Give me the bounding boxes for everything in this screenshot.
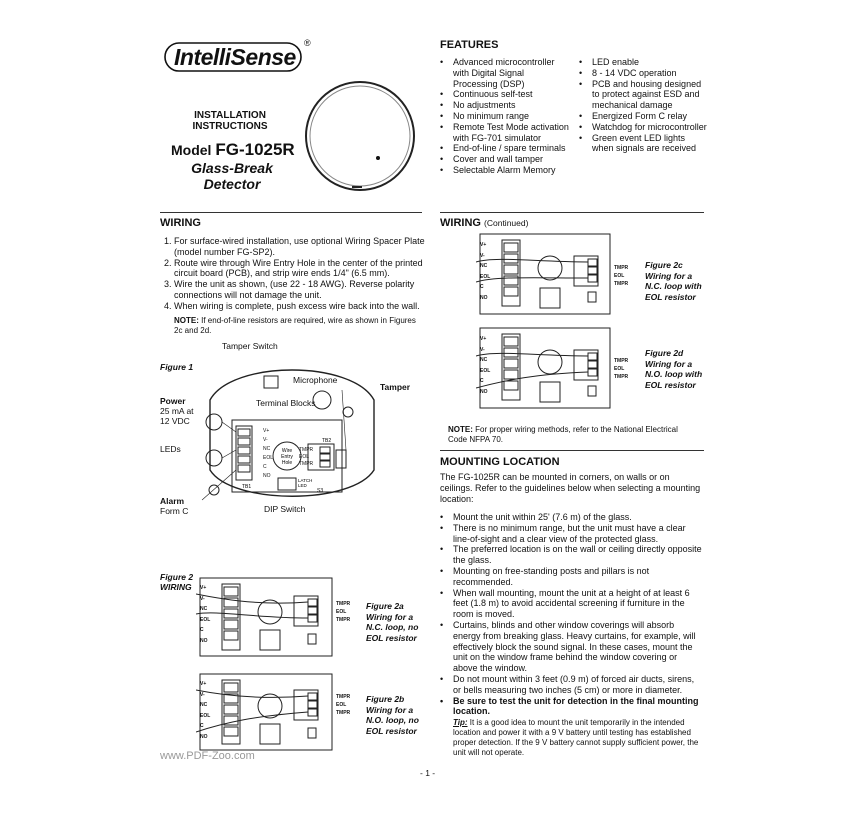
feature-item: • End-of-line / spare terminals: [440, 143, 570, 154]
feature-item: • No minimum range: [440, 111, 570, 122]
mounting-item: • Curtains, blinds and other window coverings will absorb energy from breaking glass. Heavy curtains, for example, will effectively block the sound signal. In these cases, mount the unit on the window frame behind the window covering or above the window.: [440, 620, 702, 674]
wiring-continued-note: NOTE: For proper wiring methods, refer to the National Electrical Code NFPA 70.: [448, 425, 678, 444]
led-shape: [206, 450, 222, 466]
product-name: Glass-Break Detector: [191, 160, 273, 192]
mounting-item: • Do not mount within 3 feet (0.9 m) of forced air ducts, sirens, or bells measuring two inches (5 cm) or more in diameter.: [440, 674, 702, 696]
figure1-power-label: Power 25 mA at 12 VDC: [160, 396, 194, 426]
mounting-item-final: • Be sure to test the unit for detection in the final mounting location.: [440, 696, 702, 718]
features-list-col1: [440, 57, 570, 176]
mounting-item: • The preferred location is on the wall or ceiling directly opposite the glass.: [440, 544, 702, 566]
tb1-label: TB1: [242, 484, 252, 490]
registered-mark: ®: [304, 38, 311, 48]
figure1-terminal-right-labels: TMPR EOL TMPR: [299, 447, 314, 467]
wiring-continued-heading: WIRING (Continued): [440, 217, 529, 229]
figure2a-caption: Figure 2a Wiring for a N.C. loop, no EOL resistor: [366, 601, 419, 643]
wiring-steps: [160, 236, 436, 312]
feature-item: • Continuous self-test: [440, 89, 570, 100]
figure1-diagram: [192, 350, 392, 510]
figure2a-diagram: [196, 576, 336, 658]
feature-item: • Advanced microcontroller with Digital Signal Processing (DSP): [440, 57, 570, 89]
figure1-tamper-label: Tamper: [380, 382, 411, 392]
wiring-note: NOTE: If end-of-line resistors are required, wire as shown in Figures 2c and 2d.: [174, 316, 416, 335]
mounting-item: • When wall mounting, mount the unit at a height of at least 6 feet (1.8 m) to avoid accidental screening if furniture in the room is moved.: [440, 588, 702, 620]
wiring-step: 4. When wiring is complete, push excess wire back into the wall.: [174, 301, 436, 312]
feature-item: • Watchdog for microcontroller: [579, 122, 709, 133]
feature-item: • PCB and housing designed to protect against ESD and mechanical damage: [579, 79, 709, 111]
tamper-switch-shape: [264, 376, 278, 388]
feature-item: • Energized Form C relay: [579, 111, 709, 122]
watermark: www.PDF-Zoo.com: [160, 750, 255, 762]
feature-item: • No adjustments: [440, 100, 570, 111]
installation-instructions-heading: INSTALLATION INSTRUCTIONS: [192, 110, 268, 132]
figure1-alarm-label: Alarm Form C: [160, 496, 189, 516]
mounting-item: • Mounting on free-standing posts and pillars is not recommended.: [440, 566, 702, 588]
divider-mounting: [440, 450, 704, 451]
svg-text:S3: S3: [317, 488, 324, 494]
model-line: Model FG-1025R: [171, 140, 295, 159]
feature-item: • LED enable: [579, 57, 709, 68]
figure2a-terminal-labels: V+ V- NC EOL C NO: [200, 585, 211, 644]
features-list-col2: [579, 57, 709, 154]
wiring-heading: WIRING: [160, 217, 201, 229]
svg-text:LED: LED: [298, 483, 307, 488]
figure2-label: Figure 2 WIRING: [160, 572, 194, 592]
figure1-terminal-left-labels: V+ V- NC EOL C NO: [263, 428, 274, 479]
figure1-dip-switch-label: DIP Switch: [264, 504, 306, 514]
svg-text:LATCH: LATCH: [298, 478, 313, 483]
led-shape: [206, 414, 222, 430]
figure2d-terminal-labels: V+ V- NC EOL C NO: [480, 336, 491, 395]
figure1-microphone-label: Microphone: [293, 375, 338, 385]
figure1-terminal-blocks-label: Terminal Blocks: [256, 398, 316, 408]
mounting-item: • There is no minimum range, but the unit must have a clear line-of-sight and a clear view of the protected glass.: [440, 523, 702, 545]
wiring-step: 1. For surface-wired installation, use optional Wiring Spacer Plate (model number FG-SP2).: [174, 236, 436, 258]
figure2b-terminal-labels: V+ V- NC EOL C NO: [200, 681, 211, 740]
figure2c-diagram: [476, 232, 614, 316]
feature-item: • Cover and wall tamper: [440, 154, 570, 165]
wiring-step: 2. Route wire through Wire Entry Hole in the center of the printed circuit board (PCB), and strip wire ends 1/4" (6.5 mm).: [174, 258, 436, 280]
mounting-tip: Tip: It is a good idea to mount the unit temporarily in the intended location and power it with a 9 V battery until testing has established proper detection. If the 9 V battery cannot supply sufficient power, the unit will not operate.: [453, 718, 699, 757]
figure2b-right-labels: TMPR EOL TMPR: [336, 694, 351, 716]
wire-entry-text: Wire: [281, 448, 293, 454]
mounting-guidelines: [440, 512, 702, 717]
brand-name: IntelliSense: [174, 44, 296, 70]
figure2b-diagram: [196, 672, 336, 752]
tb2-label: TB2: [322, 438, 332, 444]
svg-text:Entry: Entry: [281, 454, 293, 460]
figure1-tamper-switch-label: Tamper Switch: [222, 341, 278, 351]
figure2c-right-labels: TMPR EOL TMPR: [614, 265, 629, 287]
page-number: - 1 -: [420, 768, 436, 778]
feature-item: • Selectable Alarm Memory: [440, 165, 570, 176]
figure2d-right-labels: TMPR EOL TMPR: [614, 358, 629, 380]
divider-left: [160, 212, 422, 213]
figure1-leds-label: LEDs: [160, 444, 181, 454]
feature-item: • Green event LED lights when signals are received: [579, 133, 709, 155]
svg-text:Hole: Hole: [281, 460, 293, 466]
figure2c-terminal-labels: V+ V- NC EOL C NO: [480, 242, 491, 301]
feature-item: • Remote Test Mode activation with FG-701 simulator: [440, 122, 570, 144]
mounting-item: • Mount the unit within 25' (7.6 m) of the glass.: [440, 512, 702, 523]
figure2c-caption: Figure 2c Wiring for a N.C. loop with EOL resistor: [645, 260, 702, 302]
detector-product-illustration: [300, 78, 430, 198]
figure1-label: Figure 1: [160, 362, 194, 372]
divider-right: [440, 212, 704, 213]
feature-item: • 8 - 14 VDC operation: [579, 68, 709, 79]
figure2d-diagram: [476, 326, 614, 410]
mounting-intro: The FG-1025R can be mounted in corners, on walls or on ceilings. Refer to the guidelines below when selecting a mounting location:: [440, 472, 701, 504]
figure2a-right-labels: TMPR EOL TMPR: [336, 601, 351, 623]
model-number: FG-1025R: [215, 140, 295, 159]
figure2d-caption: Figure 2d Wiring for a N.O. loop with EOL resistor: [645, 348, 703, 390]
microphone-shape: [313, 391, 331, 409]
figure2b-caption: Figure 2b Wiring for a N.O. loop, no EOL resistor: [366, 694, 419, 736]
features-heading: FEATURES: [440, 39, 499, 51]
wiring-step: 3. Wire the unit as shown, (use 22 - 18 AWG). Reverse polarity connections will not damage the unit.: [174, 279, 436, 301]
mounting-heading: MOUNTING LOCATION: [440, 456, 560, 468]
